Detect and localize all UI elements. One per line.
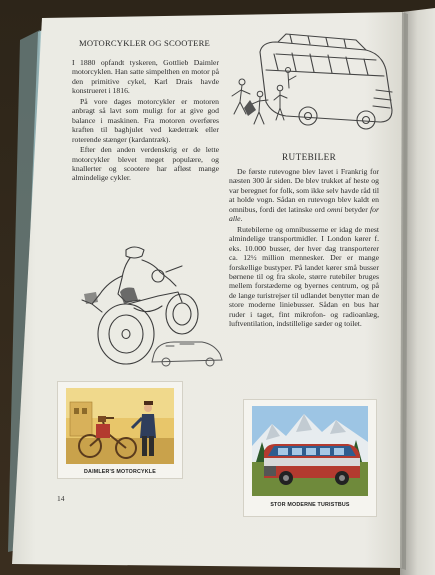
paragraph: Rutebilerne og omnibusserne er idag de mest almindelige transportmidler. I London kører f. eks. 10.000 busser, der hver dag transporterer ca. 12½ million mennesker. Der er mange forskellige bustyper. På landet kører små busser børnene til og fra skole, større rutebiler bruges mellem forstæderne og byernes centrum, og på de lange turistrejser til udlandet benytter man de store moderne liniebusser. Sådan en bus har ruder i taget, fint mikrofon- og radioanlæg, luftventilation, indstillelige sæder og toilet. [229,224,379,329]
bus-card-caption: STOR MODERNE TURISTBUS [270,502,350,508]
paragraph-text: De første rutevogne blev lavet i Frankrig for næsten 300 år siden. De blev trukket af heste og var beregnet for folk, som ikke selv havde råd til at holde vogn. Sådan en rutevogn blev kaldt en omnibus, fordi det latinske ord [229,167,379,214]
motorcycle-section-text [72,58,219,184]
paragraph: Efter den anden verdenskrig er de lette motorcykler blevet meget populære, og knallerter og scootere har afløst mange almindelige cykler. [72,145,219,183]
paragraph: I 1880 opfandt tyskeren, Gottlieb Daimler motorcyklen. Han satte simpelthen en motor på den primitive cykel, Karl Drais havde konstrueret i 1816. [72,58,219,96]
tourist-bus-picture [252,406,368,496]
page-number: 14 [57,494,65,503]
paragraph-text: . [240,214,243,224]
bus-section-text [229,167,379,330]
daimler-motorcycle-picture [66,388,174,464]
paragraph [229,167,379,224]
daimler-motorcycle-card [58,382,182,478]
paragraph: På vore dages motorcykler er motoren anbragt så lavt som muligt for at give god balance i maskinen. Fra motoren overføres kraften til baghjulet ved kædetræk eller roterende stænger (kardantræk). [72,96,219,144]
bus-illustration [226,30,402,146]
motorcycle-illustration [62,242,230,370]
paragraph-text: betyder [342,204,370,214]
italic-text: for alle [229,204,379,224]
motorcycle-section-title: MOTORCYKLER OG SCOOTERE [79,38,210,48]
italic-text: omni [327,204,343,214]
bus-section-title: RUTEBILER [282,152,337,162]
daimler-card-caption: DAIMLER'S MOTORCYKLE [84,469,156,475]
tourist-bus-card [244,400,376,516]
